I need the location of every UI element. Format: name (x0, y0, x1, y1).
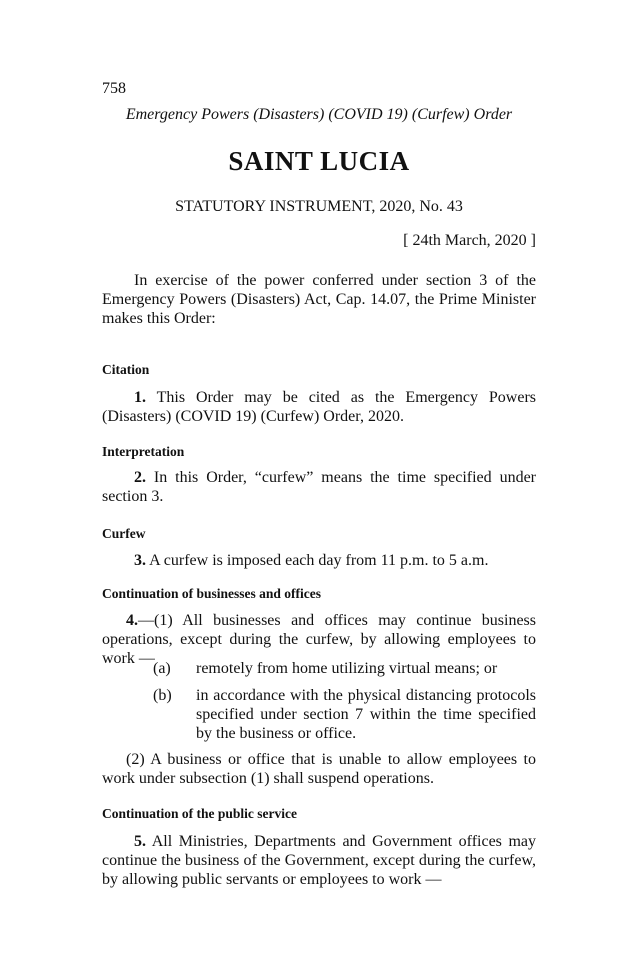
section-1-text: This Order may be cited as the Emergency Powers (Disasters) (COVID 19) (Curfew) Order, 2020. (102, 389, 537, 425)
section-3-number: 3. (134, 552, 146, 569)
preamble: In exercise of the power conferred under section 3 of the Emergency Powers (Disasters) Act, Cap. 14.07, the Prime Minister makes this Order: (102, 272, 536, 327)
section-2-number: 2. (134, 469, 146, 486)
section-1-body (102, 388, 536, 426)
item-label: (b) (153, 687, 172, 704)
document-title: SAINT LUCIA (228, 146, 410, 176)
section-1-heading: Citation (102, 362, 150, 377)
section-2-text: In this Order, “curfew” means the time specified under section 3. (102, 469, 537, 505)
section-2-body (102, 468, 536, 506)
running-header: Emergency Powers (Disasters) (COVID 19) (Curfew) Order (125, 106, 513, 123)
section-3-heading: Curfew (102, 526, 146, 541)
section-4-subsection-2: (2) A business or office that is unable to allow employees to work under subsection (1) shall suspend operations. (102, 751, 536, 787)
section-5-number: 5. (134, 833, 146, 850)
section-3-text: A curfew is imposed each day from 11 p.m. to 5 a.m. (149, 552, 489, 569)
section-4-item-a (153, 659, 536, 678)
instrument-number: STATUTORY INSTRUMENT, 2020, No. 43 (175, 198, 463, 215)
section-4-text: —(1) All businesses and offices may continue business operations, except during the curfew, by allowing employees to work — (102, 612, 536, 667)
section-4-heading: Continuation of businesses and offices (102, 586, 322, 601)
item-text: remotely from home utilizing virtual means; or (196, 660, 498, 677)
page-number: 758 (102, 80, 126, 97)
section-4-number: 4. (126, 612, 138, 629)
section-1-number: 1. (134, 389, 146, 406)
section-3-body (102, 551, 536, 570)
section-5-text: All Ministries, Departments and Government offices may continue the business of the Government, except during the curfew, by allowing public servants or employees to work — (102, 833, 537, 888)
section-5-heading: Continuation of the public service (102, 806, 298, 821)
section-4-item-b (153, 686, 536, 743)
item-text: in accordance with the physical distancing protocols specified under section 7 within the time specified by the business or office. (196, 687, 536, 742)
item-label: (a) (153, 660, 171, 677)
section-2-heading: Interpretation (102, 444, 185, 459)
section-5-body (102, 832, 536, 889)
instrument-date: [ 24th March, 2020 ] (403, 232, 536, 249)
